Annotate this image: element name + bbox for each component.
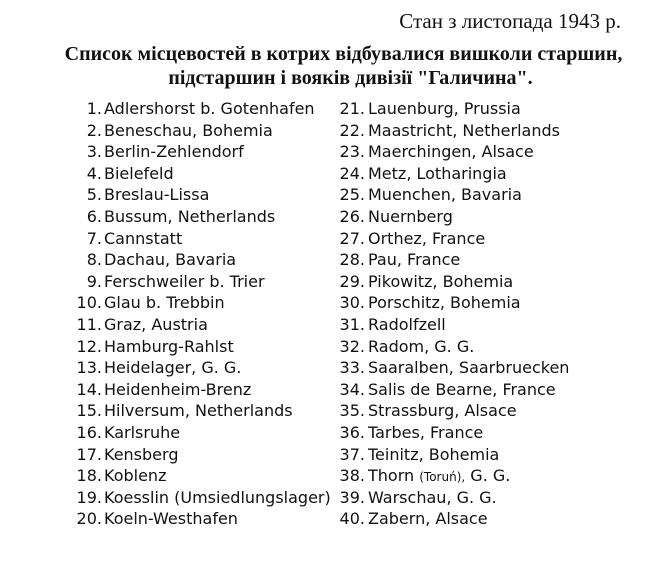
entry-number: 31. xyxy=(339,314,365,334)
entry-number: 19. xyxy=(76,487,102,507)
entry-place: Breslau-Lissa xyxy=(104,185,210,205)
entry-number: 32. xyxy=(339,336,365,356)
document-title xyxy=(0,42,667,90)
entry-place: Warschau, G. G. xyxy=(368,487,497,507)
location-entry xyxy=(64,271,331,293)
location-entry xyxy=(330,249,569,271)
entry-number: 13. xyxy=(76,358,102,378)
location-entry xyxy=(330,357,569,379)
title-line-1: Список місцевостей в котрих відбувалися вишколи старшин, xyxy=(64,43,623,65)
entry-number: 11. xyxy=(76,314,102,334)
entry-place: Saaralben, Saarbruecken xyxy=(368,358,570,378)
entry-number: 25. xyxy=(339,185,365,205)
entry-number: 33. xyxy=(339,358,365,378)
entry-place: Radolfzell xyxy=(368,314,446,334)
entry-place: Adlershorst b. Gotenhafen xyxy=(104,99,315,118)
location-entry xyxy=(330,336,569,358)
entry-place: Heidelager, G. G. xyxy=(104,358,242,378)
location-entry xyxy=(330,508,569,530)
entry-number: 17. xyxy=(76,444,102,464)
location-entry xyxy=(330,141,569,163)
entry-number: 26. xyxy=(339,206,365,226)
entry-number: 27. xyxy=(339,228,365,248)
entry-number: 5. xyxy=(86,185,102,205)
entry-number: 34. xyxy=(339,379,365,399)
entry-number: 38. xyxy=(339,466,365,486)
entry-place: Glau b. Trebbin xyxy=(104,293,225,313)
entry-number: 2. xyxy=(86,120,102,140)
location-entry xyxy=(330,163,569,185)
entry-place: Pau, France xyxy=(368,250,461,270)
entry-place: Dachau, Bavaria xyxy=(104,250,237,270)
entry-place: Hamburg-Rahlst xyxy=(104,336,234,356)
entry-place: Karlsruhe xyxy=(104,422,181,442)
entry-place: Salis de Bearne, France xyxy=(368,379,556,399)
location-entry xyxy=(330,379,569,401)
entry-place: Radom, G. G. xyxy=(368,336,475,356)
entry-number: 21. xyxy=(339,99,365,118)
location-entry xyxy=(330,422,569,444)
location-entry xyxy=(330,206,569,228)
entry-number: 39. xyxy=(339,487,365,507)
entry-place-name: Thorn xyxy=(368,466,415,486)
entry-place: Orthez, France xyxy=(368,228,486,248)
location-entry xyxy=(64,336,331,358)
entry-place: Berlin-Zehlendorf xyxy=(104,142,244,162)
entry-number: 3. xyxy=(86,142,102,162)
location-entry xyxy=(64,141,331,163)
location-entry xyxy=(64,422,331,444)
location-entry xyxy=(64,120,331,142)
entry-number: 16. xyxy=(76,422,102,442)
location-entry xyxy=(64,163,331,185)
entry-place: Muenchen, Bavaria xyxy=(368,185,522,205)
location-entry xyxy=(64,357,331,379)
date-line: Стан з листопада 1943 р. xyxy=(399,9,621,33)
entry-place: Koeln-Westhafen xyxy=(104,509,238,529)
entry-place: Zabern, Alsace xyxy=(368,509,488,529)
entry-place: Kensberg xyxy=(104,444,179,464)
location-entry xyxy=(330,444,569,466)
entry-place: Maastricht, Netherlands xyxy=(368,120,560,140)
entry-place: Metz, Lotharingia xyxy=(368,163,507,183)
location-entry xyxy=(64,400,331,422)
entry-place: Maerchingen, Alsace xyxy=(368,142,534,162)
entry-number: 24. xyxy=(339,163,365,183)
entry-place: Porschitz, Bohemia xyxy=(368,293,521,313)
entry-place: Bielefeld xyxy=(104,163,174,183)
location-entry xyxy=(330,487,569,509)
entry-number: 15. xyxy=(76,401,102,421)
location-entry xyxy=(330,228,569,250)
location-entry xyxy=(330,120,569,142)
entry-place: Ferschweiler b. Trier xyxy=(104,271,265,291)
location-entry xyxy=(64,314,331,336)
location-entry xyxy=(64,249,331,271)
entry-number: 14. xyxy=(76,379,102,399)
title-line-2: підстаршин і вояків дивізії "Галичина". xyxy=(168,67,533,89)
location-entry xyxy=(330,400,569,422)
entry-place: Lauenburg, Prussia xyxy=(368,99,521,118)
entry-place-note: (Toruń), xyxy=(419,470,466,485)
entry-number: 37. xyxy=(339,444,365,464)
location-list-right xyxy=(330,98,569,530)
location-entry xyxy=(330,98,569,120)
entry-number: 7. xyxy=(86,228,102,248)
entry-place-suffix: G. G. xyxy=(470,466,511,486)
entry-number: 18. xyxy=(76,466,102,486)
entry-place: Beneschau, Bohemia xyxy=(104,120,273,140)
location-entry xyxy=(64,98,331,120)
entry-number: 28. xyxy=(339,250,365,270)
location-entry xyxy=(64,292,331,314)
entry-number: 6. xyxy=(86,206,102,226)
entry-place: Strassburg, Alsace xyxy=(368,401,517,421)
entry-place: Bussum, Netherlands xyxy=(104,206,276,226)
entry-number: 12. xyxy=(76,336,102,356)
location-list-left xyxy=(64,98,331,530)
location-entry xyxy=(330,184,569,206)
location-entry xyxy=(330,292,569,314)
entry-place: Tarbes, France xyxy=(368,422,484,442)
entry-number: 10. xyxy=(76,293,102,313)
entry-number: 40. xyxy=(339,509,365,529)
entry-number: 29. xyxy=(339,271,365,291)
location-entry xyxy=(64,465,331,487)
entry-place: Koesslin (Umsiedlungslager) xyxy=(104,487,331,507)
location-entry xyxy=(64,379,331,401)
location-entry xyxy=(64,444,331,466)
entry-number: 9. xyxy=(86,271,102,291)
entry-number: 8. xyxy=(86,250,102,270)
location-entry xyxy=(64,184,331,206)
entry-place: Cannstatt xyxy=(104,228,183,248)
entry-number: 4. xyxy=(86,163,102,183)
entry-place: Teinitz, Bohemia xyxy=(368,444,500,464)
entry-place: Graz, Austria xyxy=(104,314,208,334)
entry-place xyxy=(368,465,510,487)
entry-number: 23. xyxy=(339,142,365,162)
location-entry xyxy=(64,228,331,250)
location-entry xyxy=(64,508,331,530)
location-entry xyxy=(330,271,569,293)
location-entry xyxy=(330,465,569,487)
entry-place: Pikowitz, Bohemia xyxy=(368,271,514,291)
entry-number: 36. xyxy=(339,422,365,442)
entry-number: 35. xyxy=(339,401,365,421)
entry-place: Nuernberg xyxy=(368,206,453,226)
entry-place: Koblenz xyxy=(104,466,167,486)
entry-number: 20. xyxy=(76,509,102,529)
entry-place: Hilversum, Netherlands xyxy=(104,401,293,421)
entry-number: 30. xyxy=(339,293,365,313)
entry-number: 22. xyxy=(339,120,365,140)
entry-number: 1. xyxy=(86,99,102,118)
entry-place: Heidenheim-Brenz xyxy=(104,379,252,399)
location-entry xyxy=(64,206,331,228)
location-entry xyxy=(330,314,569,336)
location-entry xyxy=(64,487,331,509)
